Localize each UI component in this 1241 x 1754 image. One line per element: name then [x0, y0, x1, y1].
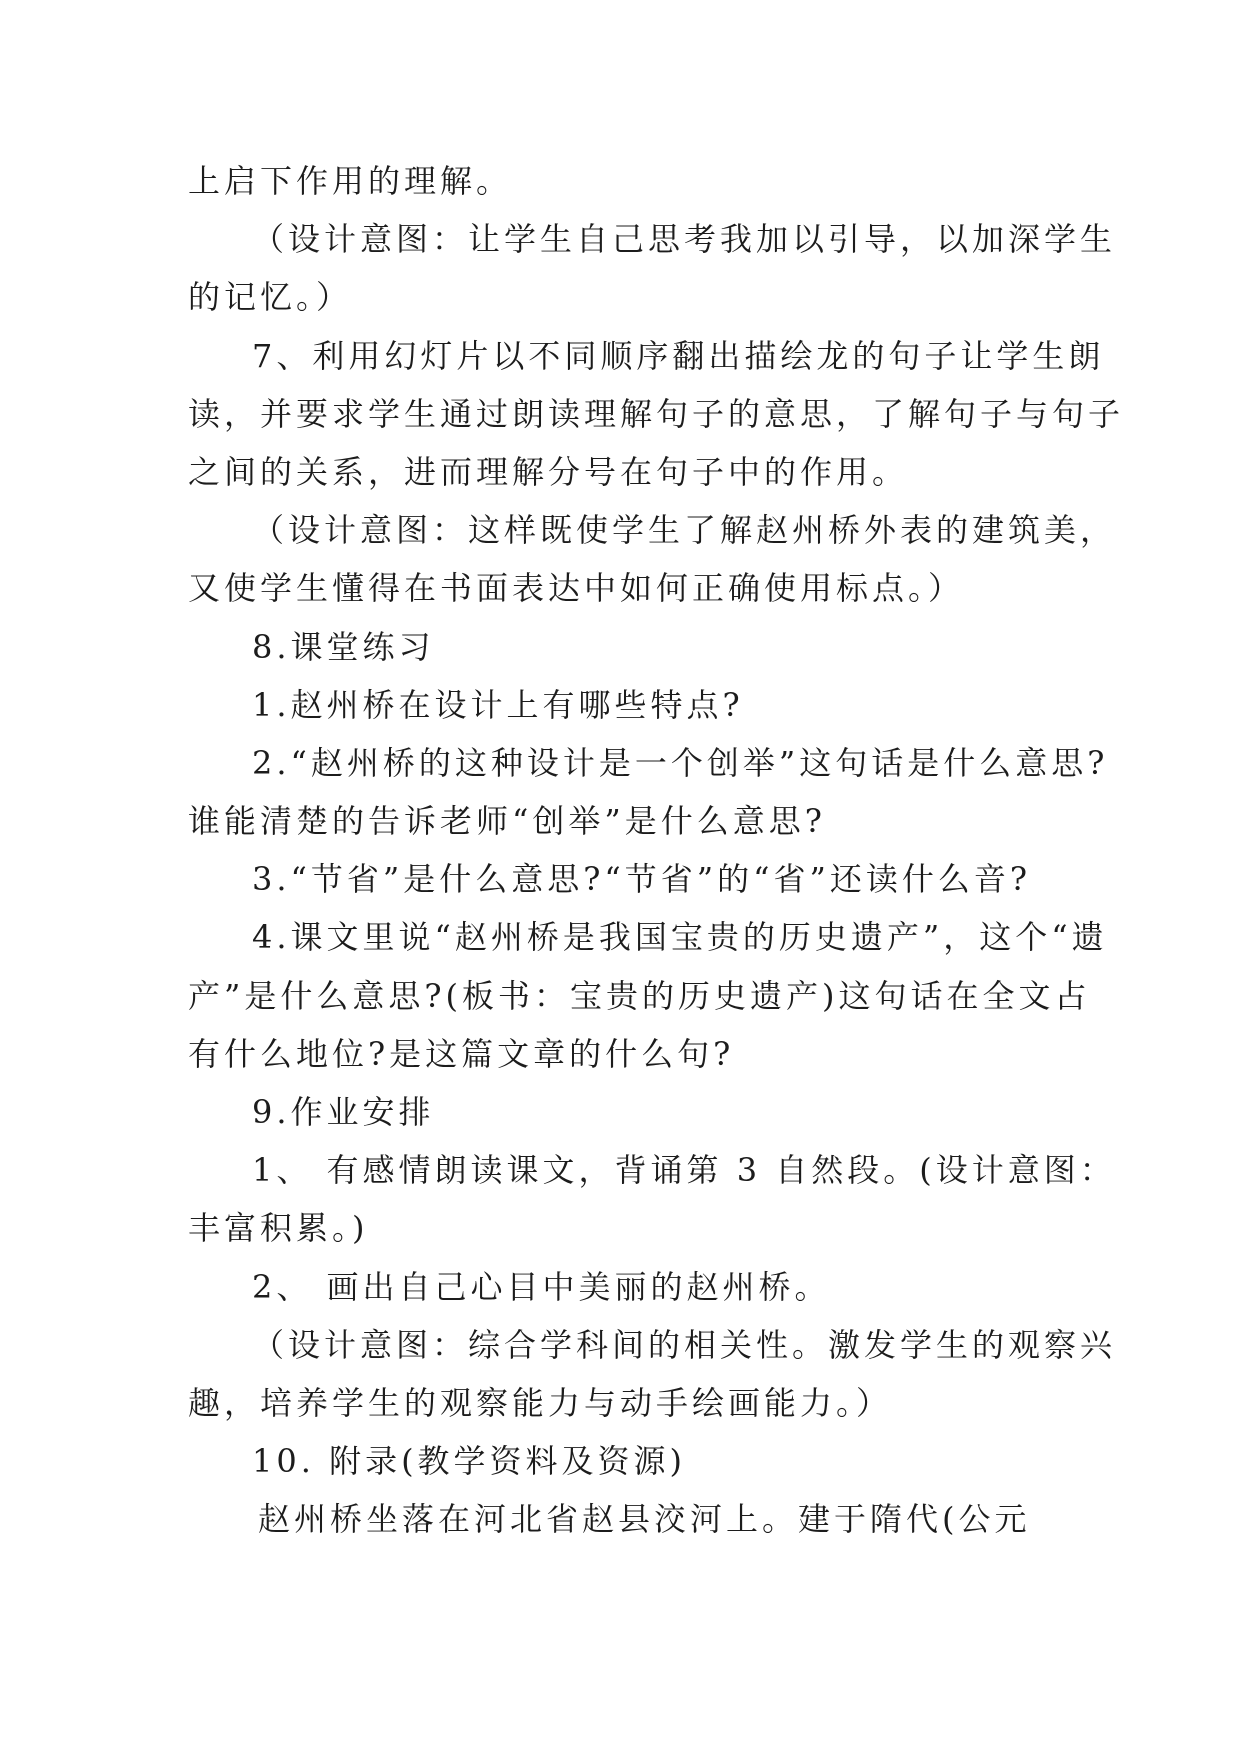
paragraph-line: 趣，培养学生的观察能力与动手绘画能力。）	[188, 1383, 893, 1422]
paragraph-line: 谁能清楚的告诉老师“创举”是什么意思?	[188, 802, 826, 841]
homework-item: 1、 有感情朗读课文，背诵第 3 自然段。(设计意图：	[252, 1151, 1116, 1190]
paragraph-line: （设计意图：综合学科间的相关性。激发学生的观察兴	[252, 1325, 1117, 1364]
paragraph-line: 的记忆。）	[188, 278, 353, 317]
paragraph-line: 读，并要求学生通过朗读理解句子的意思，了解句子与句子	[188, 394, 1125, 433]
paragraph-line: （设计意图：让学生自己思考我加以引导，以加深学生	[252, 220, 1117, 259]
homework-item: 2、 画出自己心目中美丽的赵州桥。	[252, 1267, 831, 1306]
paragraph-line: 有什么地位?是这篇文章的什么句?	[188, 1034, 735, 1073]
paragraph-line: 上启下作用的理解。	[188, 162, 513, 200]
paragraph-line: 之间的关系，进而理解分号在句子中的作用。	[188, 452, 909, 491]
paragraph-line: 丰富积累。)	[188, 1209, 369, 1248]
question-item: 2.“赵州桥的这种设计是一个创举”这句话是什么意思?	[252, 743, 1109, 782]
section-heading: 8.课堂练习	[252, 627, 435, 666]
paragraph-line: 7、利用幻灯片以不同顺序翻出描绘龙的句子让学生朗	[252, 336, 1105, 375]
section-heading: 10. 附录(教学资料及资源)	[252, 1442, 687, 1481]
section-heading: 9.作业安排	[252, 1093, 435, 1131]
document-body	[188, 152, 1125, 1549]
question-item: 3.“节省”是什么意思?“节省”的“省”还读什么音?	[252, 860, 1032, 899]
paragraph-line: 赵州桥坐落在河北省赵县洨河上。建于隋代(公元	[258, 1500, 1031, 1539]
question-item: 4.课文里说“赵州桥是我国宝贵的历史遗产”，这个“遗	[252, 918, 1108, 957]
paragraph-line: 又使学生懂得在书面表达中如何正确使用标点。）	[188, 569, 965, 608]
paragraph-line: （设计意图：这样既使学生了解赵州桥外表的建筑美，	[252, 511, 1117, 550]
paragraph-line: 产”是什么意思?(板书：宝贵的历史遗产)这句话在全文占	[188, 976, 1091, 1015]
question-item: 1.赵州桥在设计上有哪些特点?	[252, 685, 744, 724]
